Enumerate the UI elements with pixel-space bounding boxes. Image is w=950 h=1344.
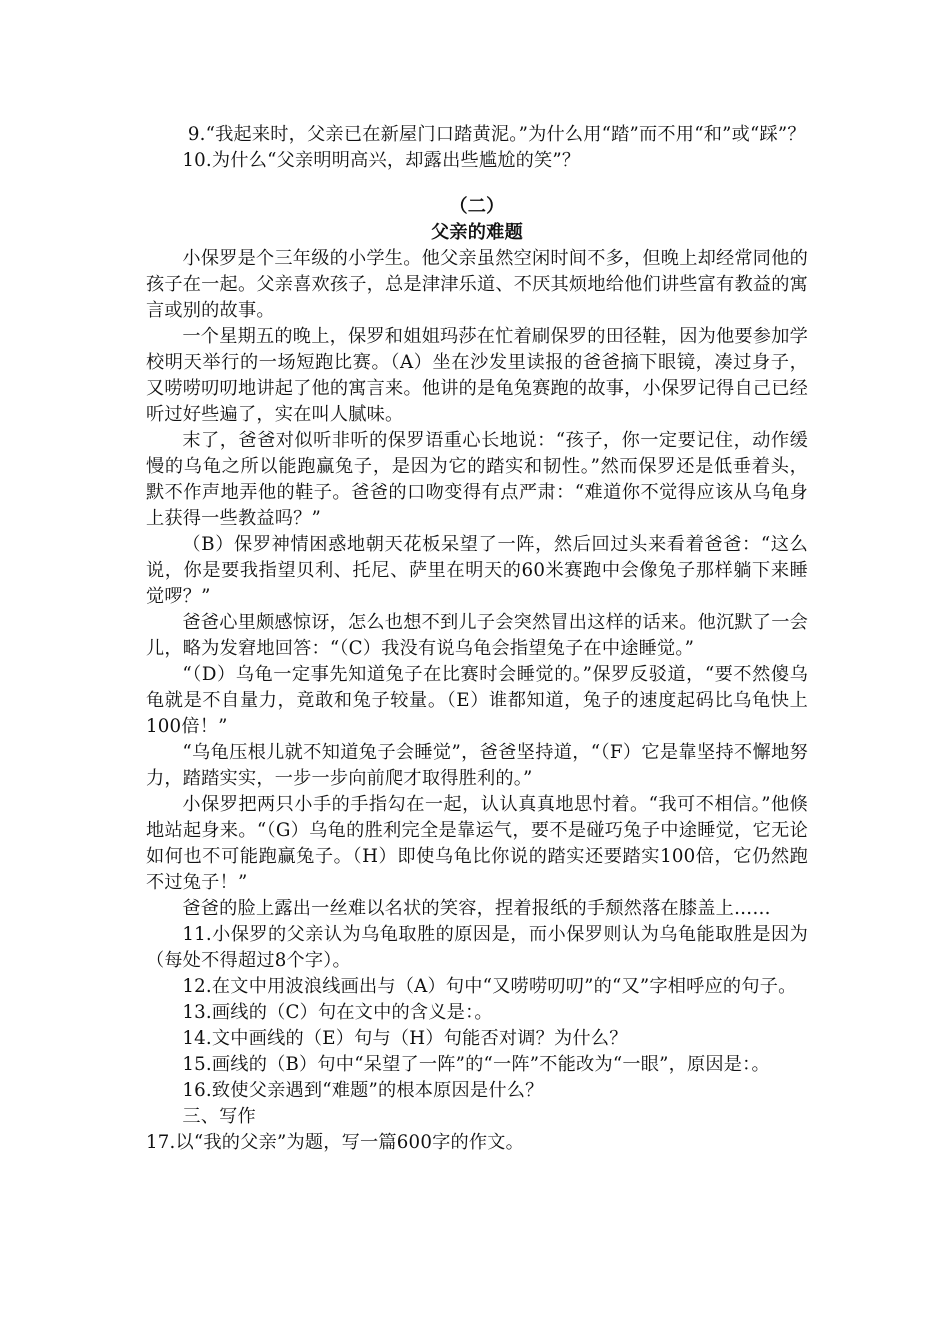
story-paragraph: 一个星期五的晚上，保罗和姐姐玛莎在忙着刷保罗的田径鞋，因为他要参加学校明天举行的一场短跑比赛。（A）坐在沙发里读报的爸爸摘下眼镜，凑过身子，又唠唠叨叨地讲起了他的寓言来。他讲的是龟兔赛跑的故事，小保罗记得自己已经听过好些遍了，实在叫人腻味。 xyxy=(146,326,808,425)
question-14: 14.文中画线的（E）句与（H）句能否对调？为什么？ xyxy=(182,1028,628,1049)
document-page xyxy=(146,122,808,1156)
question-13: 13.画线的（C）句在文中的含义是：。 xyxy=(182,1002,493,1023)
story-paragraph: 小保罗把两只小手的手指勾在一起，认认真真地思忖着。“我可不相信。”他倏地站起身来。“（G）乌龟的胜利完全是靠运气，要不是碰巧兔子中途睡觉，它无论如何也不可能跑赢兔子。（H）即使乌龟比你说的踏实还要踏实100倍，它仍然跑不过兔子！” xyxy=(146,794,808,893)
story-title: 父亲的难题 xyxy=(431,222,523,243)
story-paragraph: “乌龟压根儿就不知道兔子会睡觉”，爸爸坚持道，“（F）它是靠坚持不懈地努力，踏踏实实，一步一步向前爬才取得胜利的。” xyxy=(146,742,808,789)
question-15: 15.画线的（B）句中“呆望了一阵”的“一阵”不能改为“一眼”，原因是：。 xyxy=(182,1054,770,1075)
story-paragraph: “（D）乌龟一定事先知道兔子在比赛时会睡觉的。”保罗反驳道，“要不然傻乌龟就是不自量力，竟敢和兔子较量。（E）谁都知道，兔子的速度起码比乌龟快上100倍！” xyxy=(146,664,808,737)
writing-task: 17.以“我的父亲”为题，写一篇600字的作文。 xyxy=(146,1132,525,1153)
question-11: 11.小保罗的父亲认为乌龟取胜的原因是，而小保罗则认为乌龟能取胜是因为（每处不得超过8个字）。 xyxy=(146,924,808,971)
story-paragraph: （B）保罗神情困惑地朝天花板呆望了一阵，然后回过头来看着爸爸：“这么说，你是要我指望贝利、托尼、萨里在明天的60米赛跑中会像兔子那样躺下来睡觉啰？” xyxy=(146,534,808,607)
question-12: 12.在文中用波浪线画出与（A）句中“又唠唠叨叨”的“又”字相呼应的句子。 xyxy=(182,976,797,997)
section-number: （二） xyxy=(449,196,505,217)
story-paragraph: 爸爸心里颇感惊讶，怎么也想不到儿子会突然冒出这样的话来。他沉默了一会儿，略为发窘地回答：“（C）我没有说乌龟会指望兔子在中途睡觉。” xyxy=(146,612,808,659)
question-16: 16.致使父亲遇到“难题”的根本原因是什么？ xyxy=(182,1080,544,1101)
story-paragraph: 小保罗是个三年级的小学生。他父亲虽然空闲时间不多，但晚上却经常同他的孩子在一起。父亲喜欢孩子，总是津津乐道、不厌其烦地给他们讲些富有教益的寓言或别的故事。 xyxy=(146,248,808,321)
spacer xyxy=(146,174,808,194)
story-paragraph: 末了，爸爸对似听非听的保罗语重心长地说：“孩子，你一定要记住，动作缓慢的乌龟之所以能跑赢兔子，是因为它的踏实和韧性。”然而保罗还是低垂着头，默不作声地弄他的鞋子。爸爸的口吻变得有点严肃：“难道你不觉得应该从乌龟身上获得一些教益吗？” xyxy=(146,430,808,529)
story-paragraph: 爸爸的脸上露出一丝难以名状的笑容，捏着报纸的手颓然落在膝盖上…… xyxy=(182,898,771,919)
question-10: 10.为什么“父亲明明高兴，却露出些尴尬的笑”？ xyxy=(182,150,581,171)
writing-heading: 三、写作 xyxy=(182,1106,256,1127)
question-9: 9.“我起来时，父亲已在新屋门口踏黄泥。”为什么用“踏”而不用“和”或“踩”？ xyxy=(187,124,806,145)
